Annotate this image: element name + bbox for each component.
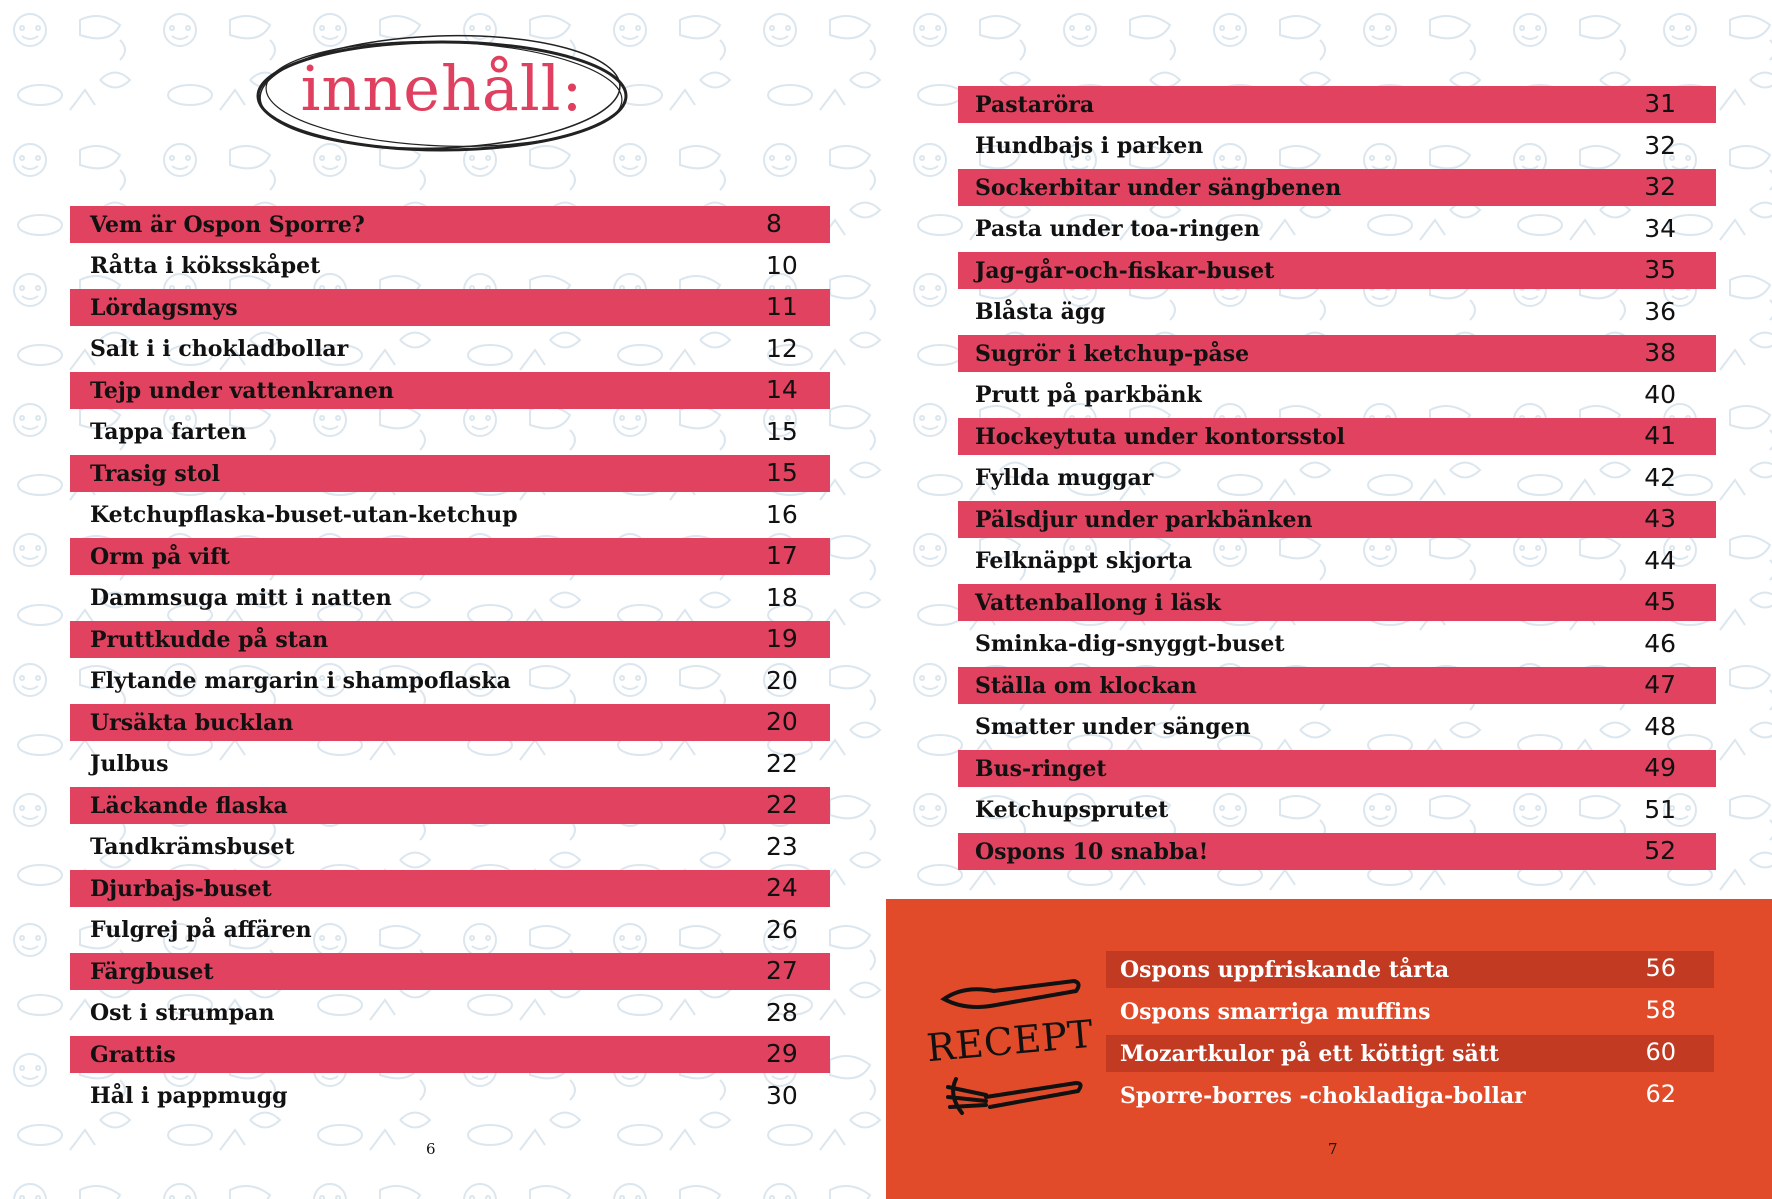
toc-row[interactable] xyxy=(70,870,830,907)
toc-page: 49 xyxy=(1644,753,1676,782)
toc-title: Prutt på parkbänk xyxy=(975,382,1202,408)
toc-row[interactable] xyxy=(70,289,830,326)
toc-row[interactable] xyxy=(958,501,1716,538)
toc-page: 16 xyxy=(766,499,798,529)
recipe-page: 62 xyxy=(1645,1080,1676,1108)
toc-title: Fyllda muggar xyxy=(975,465,1154,491)
toc-page: 17 xyxy=(766,541,798,570)
recipe-row[interactable] xyxy=(1106,993,1714,1030)
toc-page: 41 xyxy=(1644,421,1676,450)
toc-row[interactable] xyxy=(70,787,830,824)
toc-title: Färgbuset xyxy=(90,958,214,985)
toc-title: Ställa om klockan xyxy=(975,672,1197,699)
toc-page: 22 xyxy=(766,790,798,819)
toc-page: 46 xyxy=(1644,628,1676,658)
toc-row[interactable] xyxy=(70,248,830,285)
toc-page: 12 xyxy=(766,333,798,363)
toc-page: 28 xyxy=(766,997,798,1027)
toc-page: 27 xyxy=(766,956,798,985)
recipe-row[interactable] xyxy=(1106,1077,1714,1114)
toc-page: 11 xyxy=(766,292,798,321)
toc-title: Hockeytuta under kontorsstol xyxy=(975,423,1346,450)
toc-page: 35 xyxy=(1644,255,1676,284)
toc-page: 51 xyxy=(1644,794,1676,824)
toc-title: Trasig stol xyxy=(90,460,220,487)
toc-row[interactable] xyxy=(70,829,830,866)
toc-page: 43 xyxy=(1644,504,1676,533)
page-title: innehåll: xyxy=(300,52,584,125)
toc-page: 15 xyxy=(766,458,798,487)
toc-title: Ketchupsprutet xyxy=(975,797,1169,823)
toc-title: Råtta i köksskåpet xyxy=(90,253,321,279)
toc-title: Bus-ringet xyxy=(975,755,1107,782)
toc-title: Pälsdjur under parkbänken xyxy=(975,506,1313,533)
toc-row[interactable] xyxy=(70,995,830,1032)
toc-title: Orm på vift xyxy=(90,543,230,570)
toc-row[interactable] xyxy=(958,667,1716,704)
toc-title: Jag-går-och-fiskar-buset xyxy=(975,257,1275,284)
toc-title: Ketchupflaska-buset-utan-ketchup xyxy=(90,502,518,528)
toc-title: Ospons 10 snabba! xyxy=(975,838,1209,865)
toc-page: 32 xyxy=(1644,130,1676,160)
toc-row[interactable] xyxy=(958,169,1716,206)
toc-row[interactable] xyxy=(70,580,830,617)
toc-row[interactable] xyxy=(70,414,830,451)
toc-row[interactable] xyxy=(70,1036,830,1073)
toc-page: 10 xyxy=(766,250,798,280)
toc-page: 8 xyxy=(766,209,782,238)
toc-title: Hundbajs i parken xyxy=(975,133,1204,159)
toc-row[interactable] xyxy=(70,206,830,243)
recipe-list xyxy=(1106,951,1714,1119)
toc-title: Pruttkudde på stan xyxy=(90,626,329,653)
toc-title: Flytande margarin i shampoflaska xyxy=(90,668,511,694)
toc-row[interactable] xyxy=(958,418,1716,455)
recipe-row[interactable] xyxy=(1106,951,1714,988)
right-page xyxy=(886,0,1772,1199)
toc-row[interactable] xyxy=(70,953,830,990)
toc-row[interactable] xyxy=(70,912,830,949)
toc-page: 24 xyxy=(766,873,798,902)
toc-title: Tandkrämsbuset xyxy=(90,834,295,860)
toc-row[interactable] xyxy=(958,709,1716,746)
page-number-left: 6 xyxy=(426,1140,436,1158)
toc-page: 15 xyxy=(766,416,798,446)
toc-row[interactable] xyxy=(958,252,1716,289)
toc-page: 34 xyxy=(1644,213,1676,243)
toc-row[interactable] xyxy=(958,377,1716,414)
recipe-page: 56 xyxy=(1645,954,1676,982)
recipe-title: Ospons smarriga muffins xyxy=(1120,998,1431,1025)
toc-page: 40 xyxy=(1644,379,1676,409)
toc-page: 48 xyxy=(1644,711,1676,741)
recipe-page: 58 xyxy=(1645,996,1676,1024)
toc-page: 19 xyxy=(766,624,798,653)
toc-row[interactable] xyxy=(70,663,830,700)
toc-row[interactable] xyxy=(70,497,830,534)
toc-page: 45 xyxy=(1644,587,1676,616)
recept-badge xyxy=(926,969,1094,1119)
toc-page: 20 xyxy=(766,707,798,736)
toc-row[interactable] xyxy=(958,335,1716,372)
toc-row[interactable] xyxy=(958,584,1716,621)
recipe-title: Mozartkulor på ett köttigt sätt xyxy=(1120,1040,1500,1067)
toc-page: 30 xyxy=(766,1080,798,1110)
toc-row[interactable] xyxy=(958,211,1716,248)
toc-page: 31 xyxy=(1644,89,1676,118)
toc-title: Vem är Ospon Sporre? xyxy=(90,211,365,238)
toc-row[interactable] xyxy=(70,746,830,783)
toc-right-list xyxy=(958,86,1716,875)
toc-row[interactable] xyxy=(70,1078,830,1115)
toc-row[interactable] xyxy=(958,626,1716,663)
toc-page: 38 xyxy=(1644,338,1676,367)
toc-title: Vattenballong i läsk xyxy=(975,589,1221,616)
toc-page: 22 xyxy=(766,748,798,778)
toc-title: Tejp under vattenkranen xyxy=(90,377,394,404)
toc-row[interactable] xyxy=(958,128,1716,165)
toc-title: Felknäppt skjorta xyxy=(975,548,1193,574)
toc-title: Salt i i chokladbollar xyxy=(90,336,349,362)
toc-title: Sockerbitar under sängbenen xyxy=(975,174,1342,201)
toc-title: Pastaröra xyxy=(975,91,1095,118)
toc-row[interactable] xyxy=(958,833,1716,870)
toc-title: Sminka-dig-snyggt-buset xyxy=(975,631,1285,657)
toc-row[interactable] xyxy=(70,704,830,741)
toc-page: 26 xyxy=(766,914,798,944)
recept-label: RECEPT xyxy=(924,1011,1096,1071)
toc-title: Läckande flaska xyxy=(90,792,288,819)
page-number-right: 7 xyxy=(1328,1140,1338,1158)
toc-row[interactable] xyxy=(70,331,830,368)
toc-page: 36 xyxy=(1644,296,1676,326)
toc-row[interactable] xyxy=(958,543,1716,580)
toc-row[interactable] xyxy=(70,621,830,658)
toc-page: 52 xyxy=(1644,836,1676,865)
toc-row[interactable] xyxy=(958,86,1716,123)
toc-title: Blåsta ägg xyxy=(975,299,1106,325)
toc-page: 47 xyxy=(1644,670,1676,699)
toc-title: Sugrör i ketchup-påse xyxy=(975,340,1250,367)
recipe-title: Ospons uppfriskande tårta xyxy=(1120,956,1450,983)
toc-row[interactable] xyxy=(958,750,1716,787)
recipe-section xyxy=(886,899,1772,1199)
toc-title: Fulgrej på affären xyxy=(90,917,312,943)
toc-page: 20 xyxy=(766,665,798,695)
toc-title: Dammsuga mitt i natten xyxy=(90,585,392,611)
toc-title: Hål i pappmugg xyxy=(90,1083,288,1109)
toc-title: Grattis xyxy=(90,1041,176,1068)
toc-title: Pasta under toa-ringen xyxy=(975,216,1260,242)
toc-row[interactable] xyxy=(70,372,830,409)
toc-title: Smatter under sängen xyxy=(975,714,1251,740)
toc-row[interactable] xyxy=(958,294,1716,331)
recipe-title: Sporre-borres -chokladiga-bollar xyxy=(1120,1082,1526,1109)
toc-row[interactable] xyxy=(958,460,1716,497)
toc-row[interactable] xyxy=(70,455,830,492)
toc-page: 44 xyxy=(1644,545,1676,575)
toc-row[interactable] xyxy=(958,792,1716,829)
toc-title: Djurbajs-buset xyxy=(90,875,272,902)
toc-title: Ursäkta bucklan xyxy=(90,709,294,736)
toc-row[interactable] xyxy=(70,538,830,575)
toc-page: 23 xyxy=(766,831,798,861)
toc-page: 32 xyxy=(1644,172,1676,201)
title-badge xyxy=(252,30,632,154)
toc-title: Ost i strumpan xyxy=(90,1000,275,1026)
toc-title: Tappa farten xyxy=(90,419,247,445)
toc-left-list xyxy=(70,206,830,1119)
recipe-page: 60 xyxy=(1645,1038,1676,1066)
toc-page: 14 xyxy=(766,375,798,404)
toc-title: Julbus xyxy=(90,751,169,777)
toc-title: Lördagsmys xyxy=(90,294,238,321)
toc-page: 18 xyxy=(766,582,798,612)
toc-page: 29 xyxy=(766,1039,798,1068)
toc-page: 42 xyxy=(1644,462,1676,492)
recipe-row[interactable] xyxy=(1106,1035,1714,1072)
